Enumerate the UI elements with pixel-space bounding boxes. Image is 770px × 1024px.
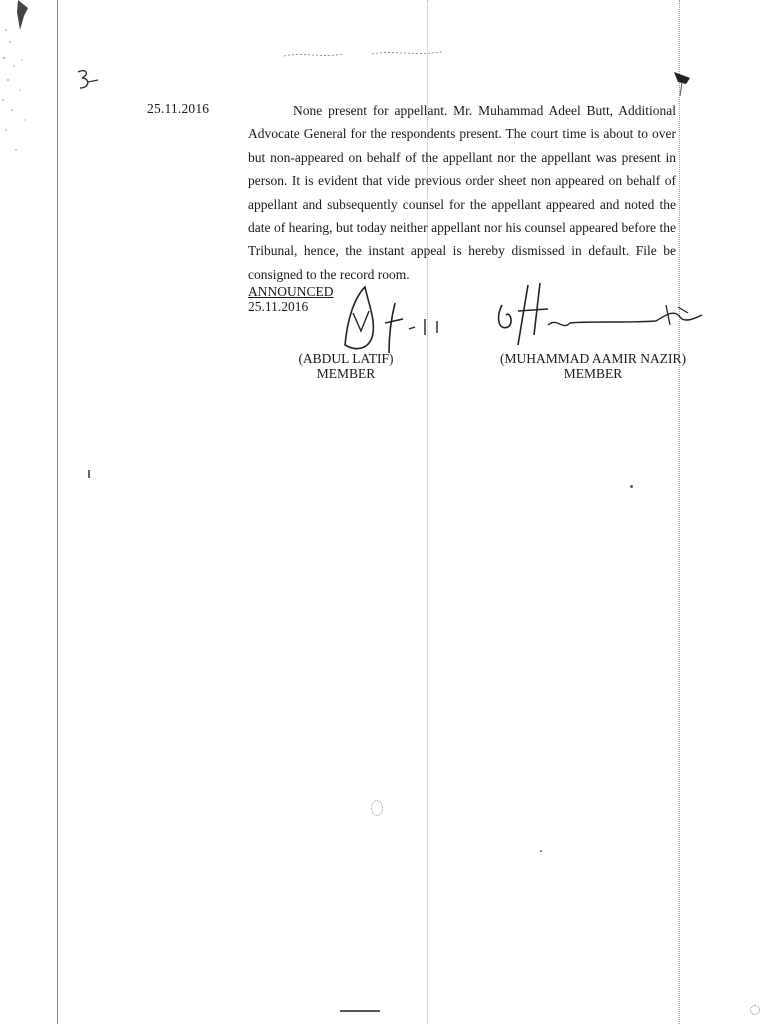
scan-speck [630,485,633,488]
scan-speck [540,850,542,852]
announced-block [248,284,334,314]
signature-muhammad-aamir-nazir [488,275,710,355]
scan-speck [340,1010,380,1012]
edge-line [679,0,680,1024]
page-number-mark [72,66,112,96]
scan-speck [88,470,90,478]
margin-line [57,0,58,1024]
scan-smudge [0,0,40,180]
member-title: MEMBER [563,366,623,381]
member-name: (ABDUL LATIF) [298,351,394,366]
announced-date: 25.11.2016 [248,299,309,314]
announced-label: ANNOUNCED [248,284,334,299]
scan-speck [750,1005,760,1015]
member-name: (MUHAMMAD AAMIR NAZIR) [499,351,686,366]
member-block-right [483,351,703,381]
member-title: MEMBER [316,366,376,381]
member-block-left [286,351,406,381]
scan-speck [371,800,383,816]
top-scribble [282,44,452,64]
ink-blot [668,68,698,98]
order-text: None present for appellant. Mr. Muhammad Adeel Butt, Additional Advocate General for the respondents present. The court time is about to over but non-appeared on behalf of the appellant nor the appellant was present in person. It is evident that vide previous order sheet non appeared on behalf of appellant and subsequently counsel for the appellant appeared and noted the date of hearing, but today neither appellant nor his counsel appeared before the Tribunal, hence, the instant appeal is hereby dismissed in default. File be consigned to the record room. [248,103,676,282]
order-date: 25.11.2016 [147,101,210,116]
